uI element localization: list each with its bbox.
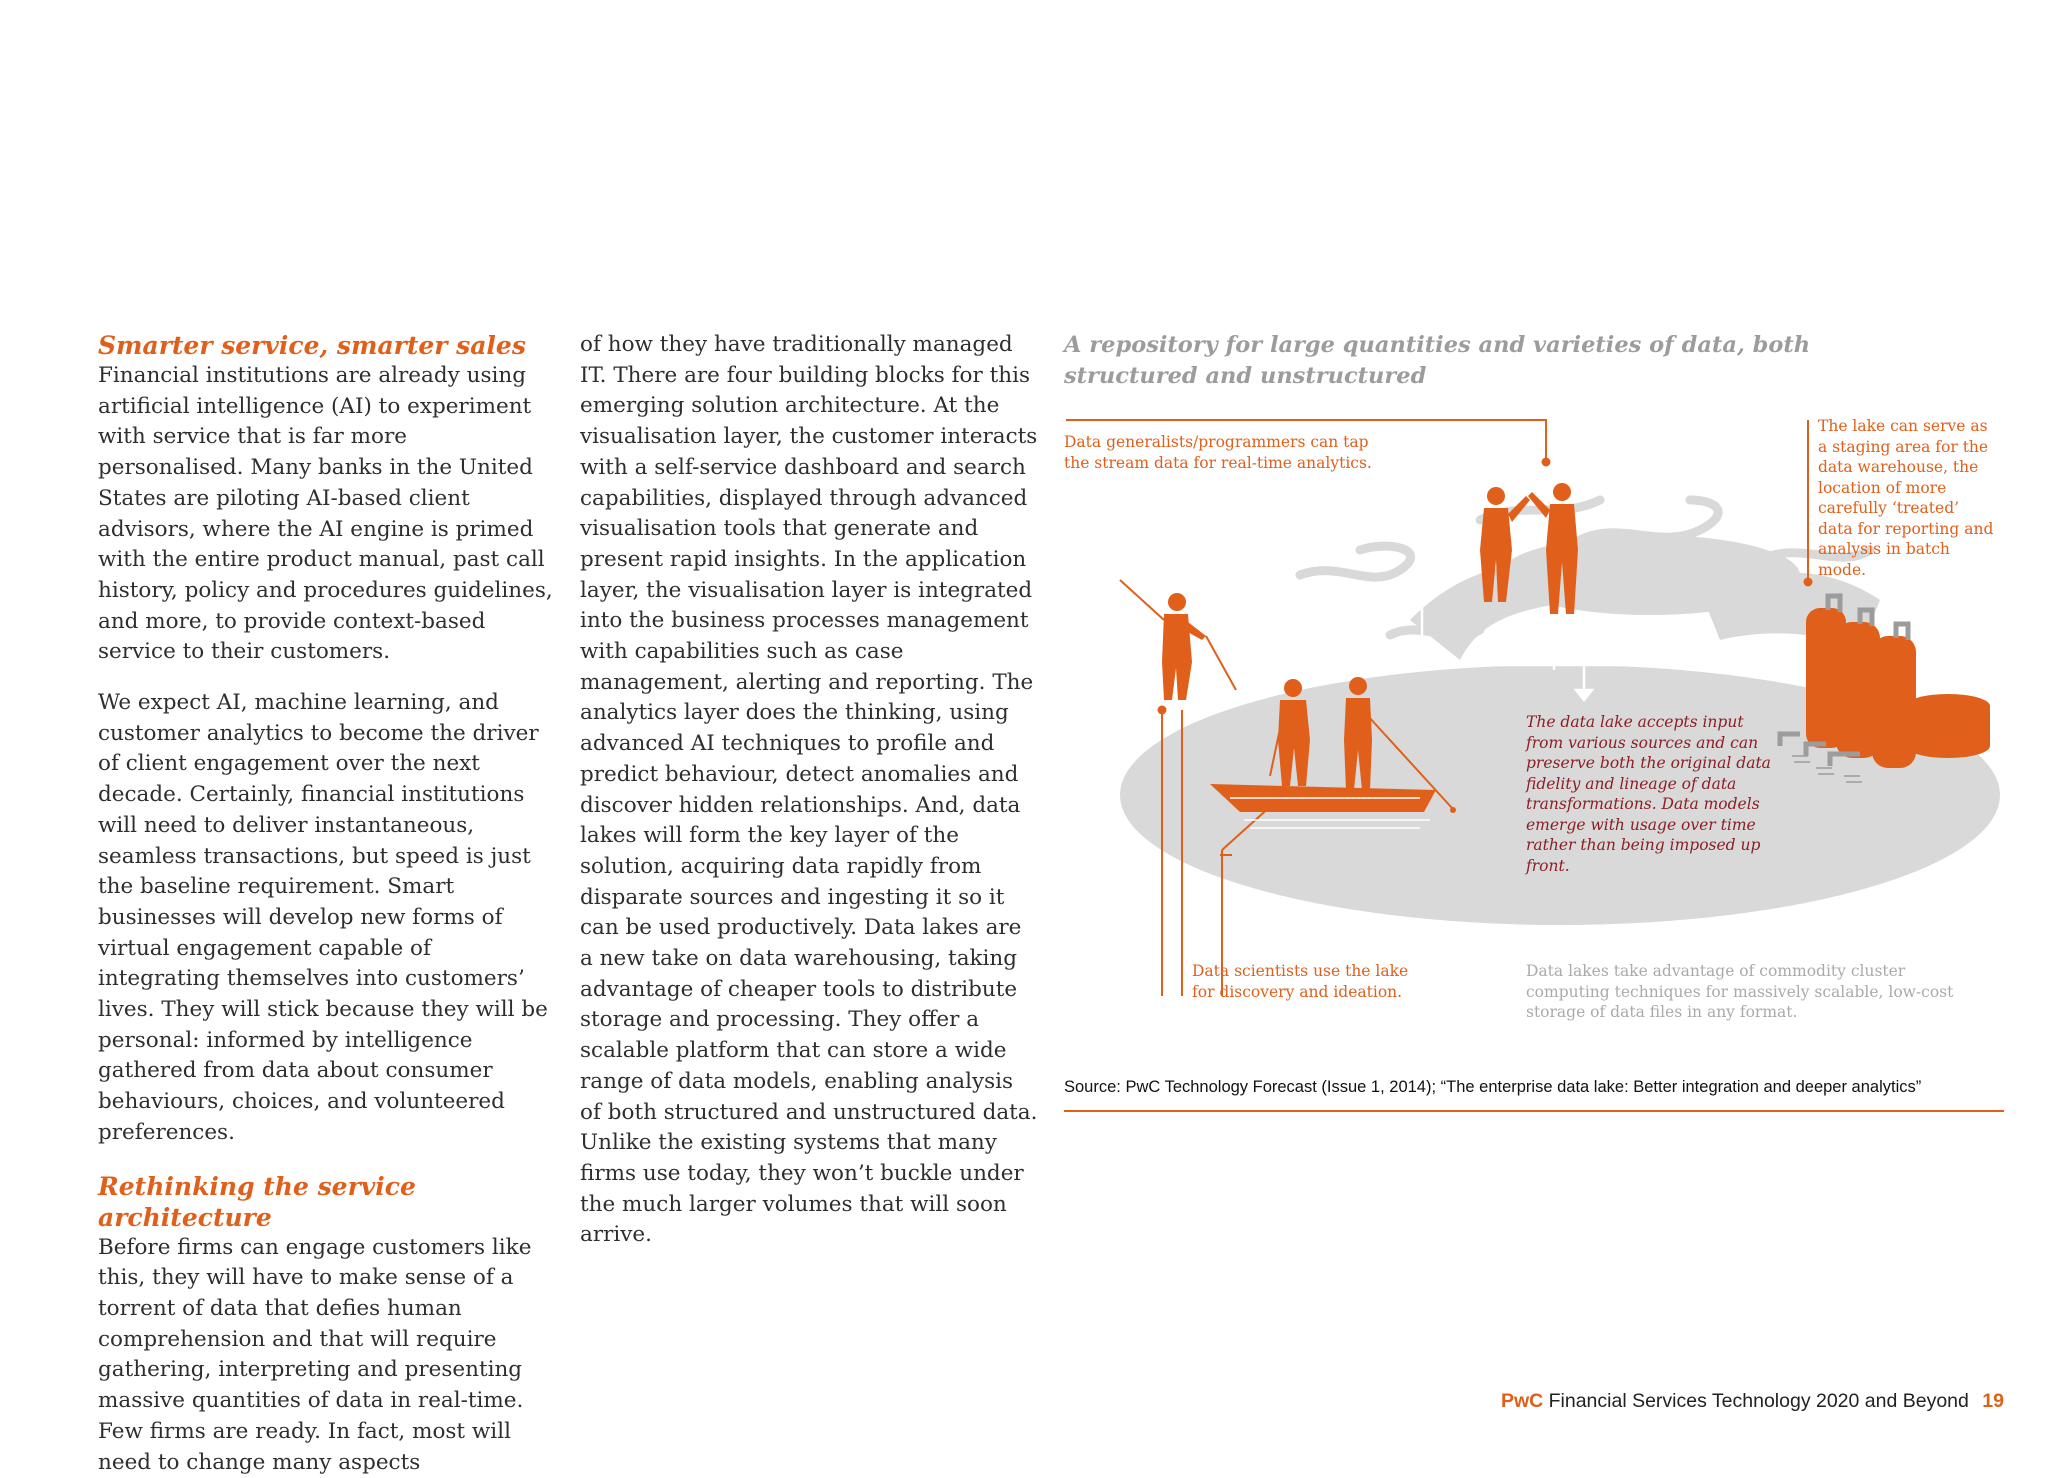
ripple: [1206, 691, 1238, 701]
annotation-commodity-computing: Data lakes take advantage of commodity cluster computing techniques for massively scalable, low-cost storage of data files in any format.: [1526, 962, 1954, 1021]
annotation-data-scientists: Data scientists use the lake for discovery and ideation.: [1192, 962, 1409, 1001]
source-divider: [1064, 1110, 2004, 1112]
paragraph: Financial institutions are already using artificial intelligence (AI) to experiment with service that is far more personalised. Many banks in the United States are piloting AI-based client advisors, where the AI engine is primed with the entire product manual, past call history, policy and procedures guidelines, and more, to provide context-based service to their customers.: [98, 363, 553, 665]
annotation-lake-accepts-input: The data lake accepts input from various sources and can preserve both the original data fidelity and lineage of data transformations. Data models emerge with usage over time rather than being imposed up front.: [1526, 713, 1771, 875]
text-column-left: [98, 330, 558, 1478]
figure-title: A repository for large quantities and varieties of data, both structured and unstructured: [1064, 332, 1811, 389]
footer-title: Financial Services Technology 2020 and Beyond: [1548, 1390, 1969, 1412]
section-heading-smarter-service: Smarter service, smarter sales: [98, 331, 526, 360]
paragraph: Before firms can engage customers like this, they will have to make sense of a torrent of data that defies human comprehension and that will require gathering, interpreting and presenting massive quantities of data in real-time. Few firms are ready. In fact, most will need to change many aspects: [98, 1234, 532, 1475]
paragraph: We expect AI, machine learning, and customer analytics to become the driver of client engagement over the next decade. Certainly, financial institutions will need to deliver instantaneous, seamless transactions, but speed is just the baseline requirement. Smart businesses will develop new forms of virtual engagement capable of integrating themselves into customers’ lives. They will stick because they will be personal: informed by intelligence gathered from data about consumer behaviours, choices, and volunteered preferences.: [98, 690, 548, 1145]
section-heading-rethinking: Rethinking the service architecture: [98, 1171, 416, 1232]
page-number: 19: [1982, 1390, 2004, 1412]
fisherman-figure: [1120, 580, 1236, 700]
text-column-middle: [580, 330, 1040, 1251]
annotation-staging-area: The lake can serve as a staging area for the data warehouse, the location of more carefully ‘treated’ data for reporting and analysis in batch mode.: [1818, 417, 1994, 579]
figure-source: Source: PwC Technology Forecast (Issue 1, 2014); “The enterprise data lake: Better integration and deeper analytics”: [1064, 1078, 1922, 1096]
paragraph: of how they have traditionally managed IT. There are four building blocks for this emerging solution architecture. At the visualisation layer, the customer interacts with a self-service dashboard and search capabilities, displayed through advanced visualisation tools that generate and present rapid insights. In the application layer, the visualisation layer is integrated into the business processes management with capabilities such as case management, alerting and reporting. The analytics layer does the thinking, using advanced AI techniques to profile and predict behaviour, detect anomalies and discover hidden relationships. And, data lakes will form the key layer of the solution, acquiring data rapidly from disparate sources and ingesting it so it can be used productively. Data lakes are a new take on data warehousing, taking advantage of cheaper tools to distribute storage and processing. They offer a scalable platform that can store a wide range of data models, enabling analysis of both structured and unstructured data. Unlike the existing systems that many firms use today, they won’t buckle under the much larger volumes that will soon arrive.: [580, 332, 1038, 1248]
page-footer: [1501, 1390, 2004, 1413]
footer-brand: PwC: [1500, 1390, 1544, 1412]
annotation-generalists: Data generalists/programmers can tap the stream data for real-time analytics.: [1064, 433, 1372, 472]
